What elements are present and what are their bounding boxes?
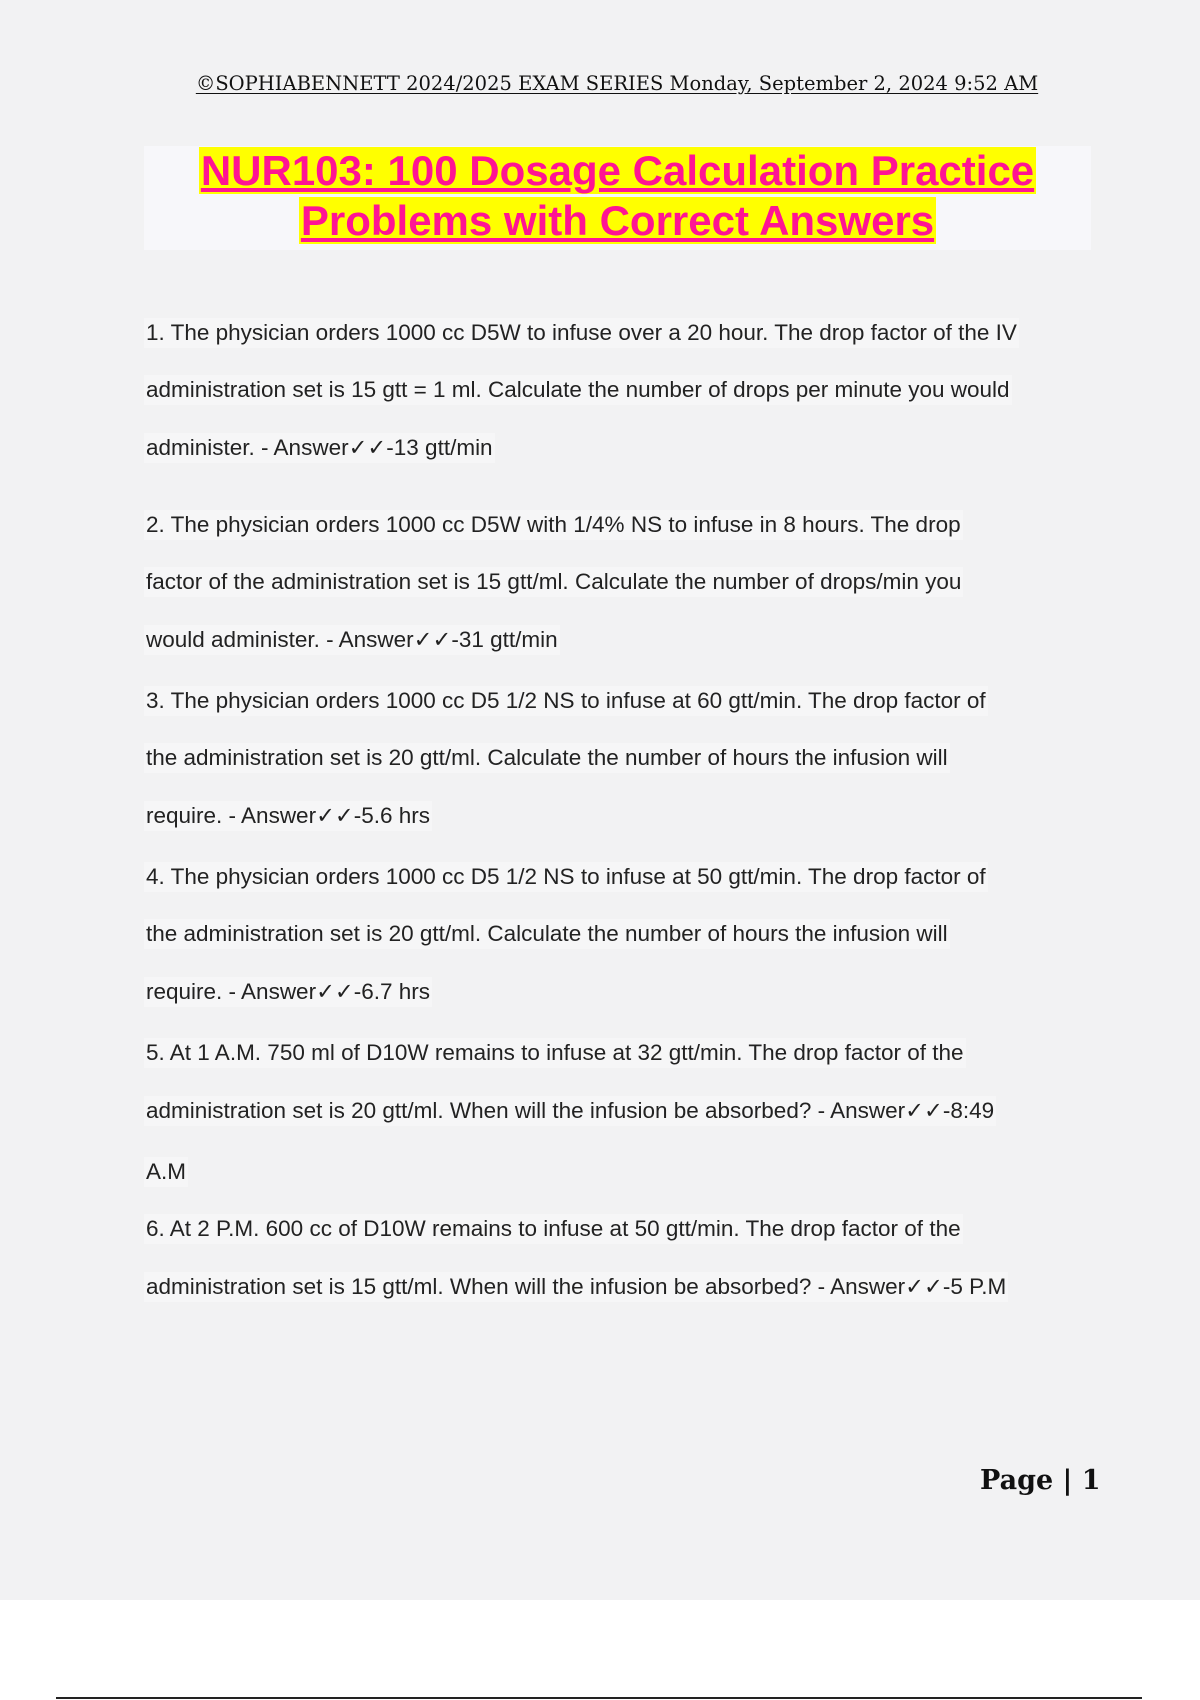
question-6-line-1: 6. At 2 P.M. 600 cc of D10W remains to infuse at 50 gtt/min. The drop factor of the <box>144 1214 963 1244</box>
document-title <box>144 146 1091 250</box>
question-5-line-3: A.M <box>144 1157 188 1187</box>
question-5-line-1: 5. At 1 A.M. 750 ml of D10W remains to infuse at 32 gtt/min. The drop factor of the <box>144 1038 966 1068</box>
question-3-line-1: 3. The physician orders 1000 cc D5 1/2 NS to infuse at 60 gtt/min. The drop factor of <box>144 686 988 716</box>
question-1-line-1: 1. The physician orders 1000 cc D5W to infuse over a 20 hour. The drop factor of the IV <box>144 318 1019 348</box>
question-1-line-3: administer. - Answer✓✓-13 gtt/min <box>144 433 495 463</box>
question-6-line-2: administration set is 15 gtt/ml. When will the infusion be absorbed? - Answer✓✓-5 P.M <box>144 1272 1008 1302</box>
question-3-line-2: the administration set is 20 gtt/ml. Calculate the number of hours the infusion will <box>144 743 950 773</box>
question-1-line-2: administration set is 15 gtt = 1 ml. Calculate the number of drops per minute you would <box>144 375 1012 405</box>
title-line-2: Problems with Correct Answers <box>300 197 935 244</box>
question-4-line-3: require. - Answer✓✓-6.7 hrs <box>144 977 432 1007</box>
exam-series-header <box>0 72 1200 95</box>
title-line-1: NUR103: 100 Dosage Calculation Practice <box>200 147 1035 194</box>
question-4-line-1: 4. The physician orders 1000 cc D5 1/2 NS to infuse at 50 gtt/min. The drop factor of <box>144 862 988 892</box>
question-5-line-2: administration set is 20 gtt/ml. When will the infusion be absorbed? - Answer✓✓-8:49 <box>144 1096 996 1126</box>
question-3-line-3: require. - Answer✓✓-5.6 hrs <box>144 801 432 831</box>
next-page-divider <box>56 1697 1142 1699</box>
question-4-line-2: the administration set is 20 gtt/ml. Calculate the number of hours the infusion will <box>144 919 950 949</box>
header-text: ©SOPHIABENNETT 2024/2025 EXAM SERIES Monday, September 2, 2024 9:52 AM <box>195 72 1039 95</box>
question-2-line-2: factor of the administration set is 15 gtt/ml. Calculate the number of drops/min you <box>144 567 963 597</box>
question-2-line-1: 2. The physician orders 1000 cc D5W with 1/4% NS to infuse in 8 hours. The drop <box>144 510 963 540</box>
page-number: Page | 1 <box>980 1465 1101 1496</box>
question-2-line-3: would administer. - Answer✓✓-31 gtt/min <box>144 625 560 655</box>
